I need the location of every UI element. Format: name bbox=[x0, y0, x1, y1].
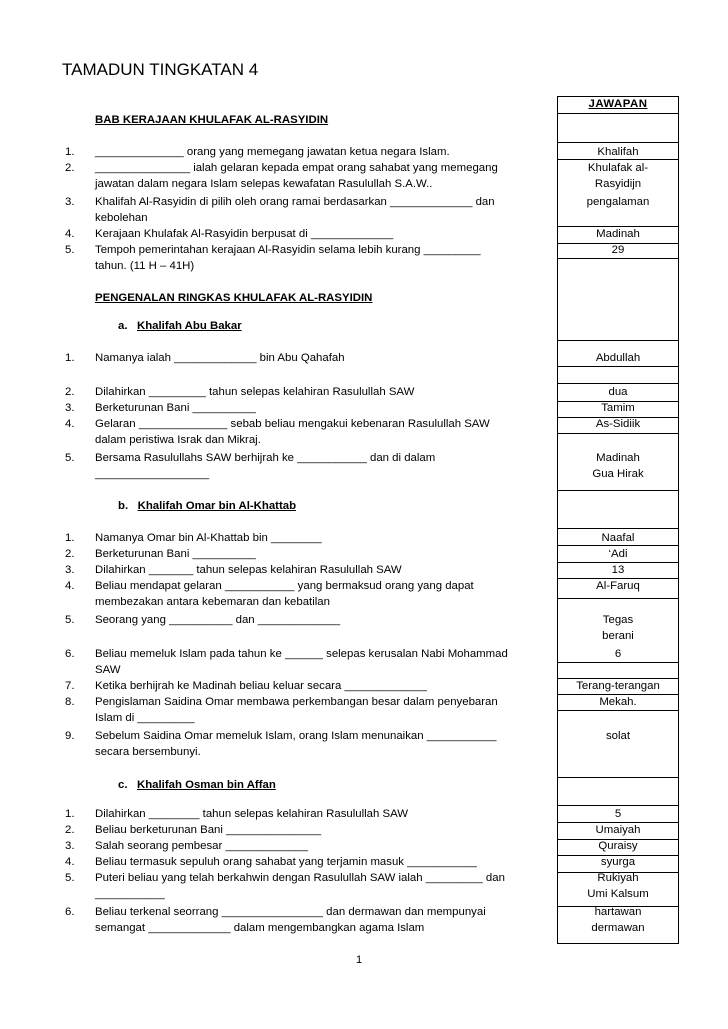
question-number: 5. bbox=[65, 452, 75, 464]
subheading-letter: a. bbox=[118, 320, 128, 332]
question-text: Beliau mendapat gelaran ___________ yang bermaksud orang yang dapat bbox=[95, 580, 474, 592]
subheading-title: Khalifah Osman bin Affan bbox=[137, 779, 276, 791]
question-text: Dilahirkan _______ tahun selepas kelahiran Rasulullah SAW bbox=[95, 564, 402, 576]
subheading-omar bbox=[118, 500, 296, 512]
question-number: 2. bbox=[65, 548, 75, 560]
answer-cell: dermawan bbox=[591, 922, 645, 934]
answer-row-divider bbox=[557, 490, 679, 491]
answer-cell: hartawan bbox=[594, 906, 642, 918]
chapter-heading: BAB KERAJAAN KHULAFAK AL-RASYIDIN bbox=[95, 114, 329, 126]
answer-cell: solat bbox=[605, 730, 631, 742]
answer-row-divider bbox=[557, 113, 679, 114]
question-number: 3. bbox=[65, 564, 75, 576]
answer-cell: dua bbox=[608, 386, 628, 398]
question-text: Beliau termasuk sepuluh orang sahabat yang terjamin masuk ___________ bbox=[95, 856, 477, 868]
question-number: 4. bbox=[65, 856, 75, 868]
answer-cell: Rasyidijn bbox=[594, 178, 642, 190]
question-text: Khalifah Al-Rasyidin di pilih oleh orang ramai berdasarkan _____________ dan bbox=[95, 196, 495, 208]
question-text: dalam peristiwa Israk dan Mikraj. bbox=[95, 434, 261, 446]
answer-row-divider bbox=[557, 433, 679, 434]
subheading-letter: b. bbox=[118, 500, 129, 512]
answer-cell: Quraisy bbox=[598, 840, 638, 852]
answer-row-divider bbox=[557, 366, 679, 367]
question-number: 1. bbox=[65, 146, 75, 158]
question-text: jawatan dalam negara Islam selepas kewafatan Rasulullah S.A.W.. bbox=[95, 178, 433, 190]
question-number: 4. bbox=[65, 228, 75, 240]
answer-cell: Al-Faruq bbox=[596, 580, 640, 592]
answer-cell: Rukiyah bbox=[597, 872, 639, 884]
question-text: Puteri beliau yang telah berkahwin dengan Rasulullah SAW ialah _________ dan bbox=[95, 872, 505, 884]
question-number: 5. bbox=[65, 244, 75, 256]
question-text: Dilahirkan _________ tahun selepas kelahiran Rasulullah SAW bbox=[95, 386, 415, 398]
question-text: Berketurunan Bani __________ bbox=[95, 548, 256, 560]
answer-cell: berani bbox=[602, 630, 634, 642]
answer-cell: Madinah bbox=[596, 452, 640, 464]
question-number: 4. bbox=[65, 580, 75, 592]
answer-cell: Abdullah bbox=[595, 352, 641, 364]
answer-row-divider bbox=[557, 258, 679, 259]
question-number: 5. bbox=[65, 614, 75, 626]
answer-cell: 6 bbox=[614, 648, 622, 660]
question-text: Beliau berketurunan Bani _______________ bbox=[95, 824, 322, 836]
question-text: membezakan antara kebemaran dan kebatilan bbox=[95, 596, 330, 608]
question-text: ______________ orang yang memegang jawatan ketua negara Islam. bbox=[95, 146, 450, 158]
question-text: __________________ bbox=[95, 468, 210, 480]
answer-row-divider bbox=[557, 340, 679, 341]
answer-cell: syurga bbox=[600, 856, 636, 868]
page-title: TAMADUN TINGKATAN 4 bbox=[62, 60, 259, 79]
answer-cell: ‘Adi bbox=[608, 548, 628, 560]
answer-row-divider bbox=[557, 142, 679, 143]
question-text: Beliau memeluk Islam pada tahun ke ______ selepas kerusalan Nabi Mohammad bbox=[95, 648, 508, 660]
answer-header: JAWAPAN bbox=[588, 98, 648, 110]
question-number: 1. bbox=[65, 352, 75, 364]
answer-row-divider bbox=[557, 528, 679, 529]
question-text: Ketika berhijrah ke Madinah beliau keluar secara _____________ bbox=[95, 680, 427, 692]
question-text: Seorang yang __________ dan _____________ bbox=[95, 614, 341, 626]
answer-cell: Tamim bbox=[601, 402, 635, 414]
question-text: ___________ bbox=[95, 888, 165, 900]
answer-cell: Mekah. bbox=[599, 696, 637, 708]
question-text: secara bersembunyi. bbox=[95, 746, 201, 758]
question-number: 6. bbox=[65, 906, 75, 918]
question-text: Sebelum Saidina Omar memeluk Islam, orang Islam menunaikan ___________ bbox=[95, 730, 497, 742]
answer-row-divider bbox=[557, 662, 679, 663]
question-number: 8. bbox=[65, 696, 75, 708]
answer-cell: Umaiyah bbox=[595, 824, 641, 836]
question-number: 1. bbox=[65, 532, 75, 544]
answer-cell: Terang-terangan bbox=[576, 680, 660, 692]
subheading-abu-bakar bbox=[118, 320, 242, 332]
answer-row-divider bbox=[557, 598, 679, 599]
question-text: Tempoh pemerintahan kerajaan Al-Rasyidin selama lebih kurang _________ bbox=[95, 244, 481, 256]
question-text: _______________ ialah gelaran kepada empat orang sahabat yang memegang bbox=[95, 162, 498, 174]
question-number: 4. bbox=[65, 418, 75, 430]
subheading-letter: c. bbox=[118, 779, 128, 791]
answer-row-divider bbox=[557, 777, 679, 778]
question-text: Dilahirkan ________ tahun selepas kelahiran Rasulullah SAW bbox=[95, 808, 409, 820]
question-text: kebolehan bbox=[95, 212, 148, 224]
question-number: 6. bbox=[65, 648, 75, 660]
question-number: 9. bbox=[65, 730, 75, 742]
question-text: Islam di _________ bbox=[95, 712, 195, 724]
question-number: 3. bbox=[65, 402, 75, 414]
question-text: Namanya ialah _____________ bin Abu Qahafah bbox=[95, 352, 345, 364]
question-number: 2. bbox=[65, 162, 75, 174]
answer-row-divider bbox=[557, 710, 679, 711]
subheading-title: Khalifah Abu Bakar bbox=[137, 320, 242, 332]
question-number: 3. bbox=[65, 196, 75, 208]
question-number: 2. bbox=[65, 386, 75, 398]
question-text: Salah seorang pembesar _____________ bbox=[95, 840, 308, 852]
answer-cell: Tegas bbox=[602, 614, 634, 626]
subheading-title: Khalifah Omar bin Al-Khattab bbox=[137, 500, 297, 512]
question-text: tahun. (11 H – 41H) bbox=[95, 260, 195, 272]
page-number: 1 bbox=[356, 954, 363, 966]
subheading-osman bbox=[118, 779, 276, 791]
answer-cell: Naafal bbox=[601, 532, 635, 544]
question-text: Beliau terkenal seorrang ________________ dan dermawan dan mempunyai bbox=[95, 906, 486, 918]
question-number: 1. bbox=[65, 808, 75, 820]
question-number: 5. bbox=[65, 872, 75, 884]
answer-cell: Khalifah bbox=[597, 146, 639, 158]
question-text: Gelaran ______________ sebab beliau mengakui kebenaran Rasulullah SAW bbox=[95, 418, 490, 430]
question-number: 3. bbox=[65, 840, 75, 852]
answer-cell: Gua Hirak bbox=[592, 468, 644, 480]
question-text: semangat _____________ dalam mengembangkan agama Islam bbox=[95, 922, 425, 934]
answer-cell: 5 bbox=[614, 808, 622, 820]
question-number: 7. bbox=[65, 680, 75, 692]
question-text: Kerajaan Khulafak Al-Rasyidin berpusat di _____________ bbox=[95, 228, 394, 240]
question-text: Bersama Rasulullahs SAW berhijrah ke ___________ dan di dalam bbox=[95, 452, 436, 464]
answer-cell: As-Sidiik bbox=[595, 418, 641, 430]
answer-cell: Umi Kalsum bbox=[587, 888, 649, 900]
question-number: 2. bbox=[65, 824, 75, 836]
question-text: SAW bbox=[95, 664, 121, 676]
intro-heading: PENGENALAN RINGKAS KHULAFAK AL-RASYIDIN bbox=[95, 292, 373, 304]
answer-cell: pengalaman bbox=[586, 196, 650, 208]
question-text: Namanya Omar bin Al-Khattab bin ________ bbox=[95, 532, 322, 544]
answer-cell: 13 bbox=[611, 564, 625, 576]
answer-cell: 29 bbox=[611, 244, 625, 256]
question-text: Pengislaman Saidina Omar membawa perkembangan besar dalam penyebaran bbox=[95, 696, 498, 708]
answer-cell: Khulafak al- bbox=[587, 162, 649, 174]
answer-cell: Madinah bbox=[596, 228, 640, 240]
question-text: Berketurunan Bani __________ bbox=[95, 402, 256, 414]
